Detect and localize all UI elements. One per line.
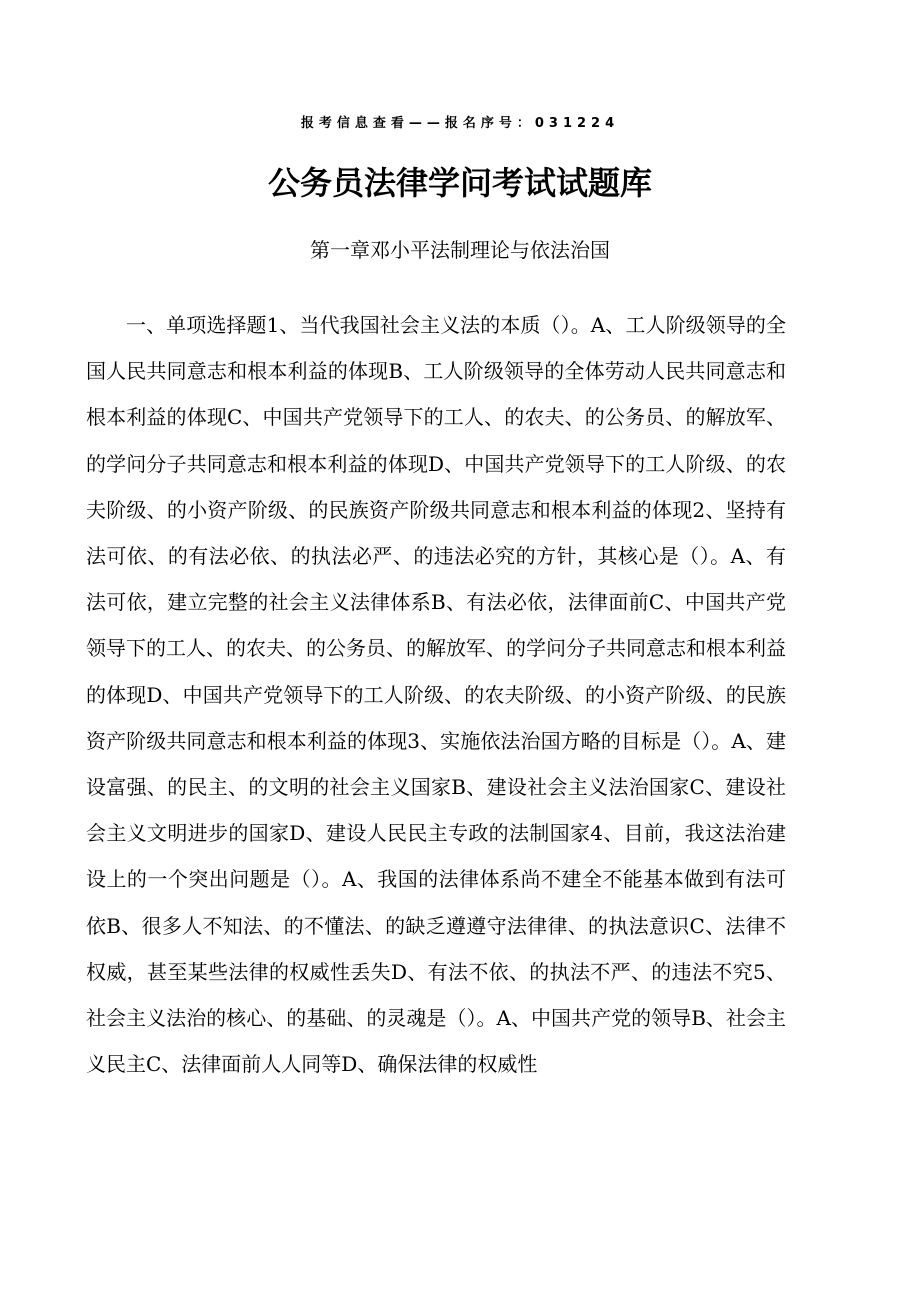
question-paragraph: 一、单项选择题1、当代我国社会主义法的本质（）。A、工人阶级领导的全国人民共同意志和根本利益的体现B、工人阶级领导的全体劳动人民共同意志和根本利益的体现C、中国共产党领导下的工人、的农夫、的公务员、的解放军、的学问分子共同意志和根本利益的体现D、中国共产党领导下的工人阶级、的农夫阶级、的小资产阶级、的民族资产阶级共同意志和根本利益的体现2、坚持有法可依、的有法必依、的执法必严、的违法必究的方针，其核心是（）。A、有法可依，建立完整的社会主义法律体系B、有法必依，法律面前C、中国共产党领导下的工人、的农夫、的公务员、的解放军、的学问分子共同意志和根本利益的体现D、中国共产党领导下的工人阶级、的农夫阶级、的小资产阶级、的民族资产阶级共同意志和根本利益的体现3、实施依法治国方略的目标是（）。A、建设富强、的民主、的文明的社会主义国家B、建设社会主义法治国家C、建设社会主义文明进步的国家D、建设人民民主专政的法制国家4、目前，我这法治建设上的一个突出问题是（）。A、我国的法律体系尚不建全不能基本做到有法可依B、很多人不知法、的不懂法、的缺乏遵遵守法律律、的执法意识C、法律不权威，甚至某些法律的权威性丢失D、有法不依、的执法不严、的违法不究5、社会主义法治的核心、的基础、的灵魂是（）。A、中国共产党的领导B、社会主义民主C、法律面前人人同等D、确保法律的权威性 <box>86 313 786 1077</box>
registration-header: 报考信息查看——报名序号：031224 <box>300 116 620 131</box>
document-title: 公务员法律学问考试试题库 <box>267 164 652 202</box>
chapter-heading: 第一章邓小平法制理论与依法治国 <box>310 238 610 262</box>
